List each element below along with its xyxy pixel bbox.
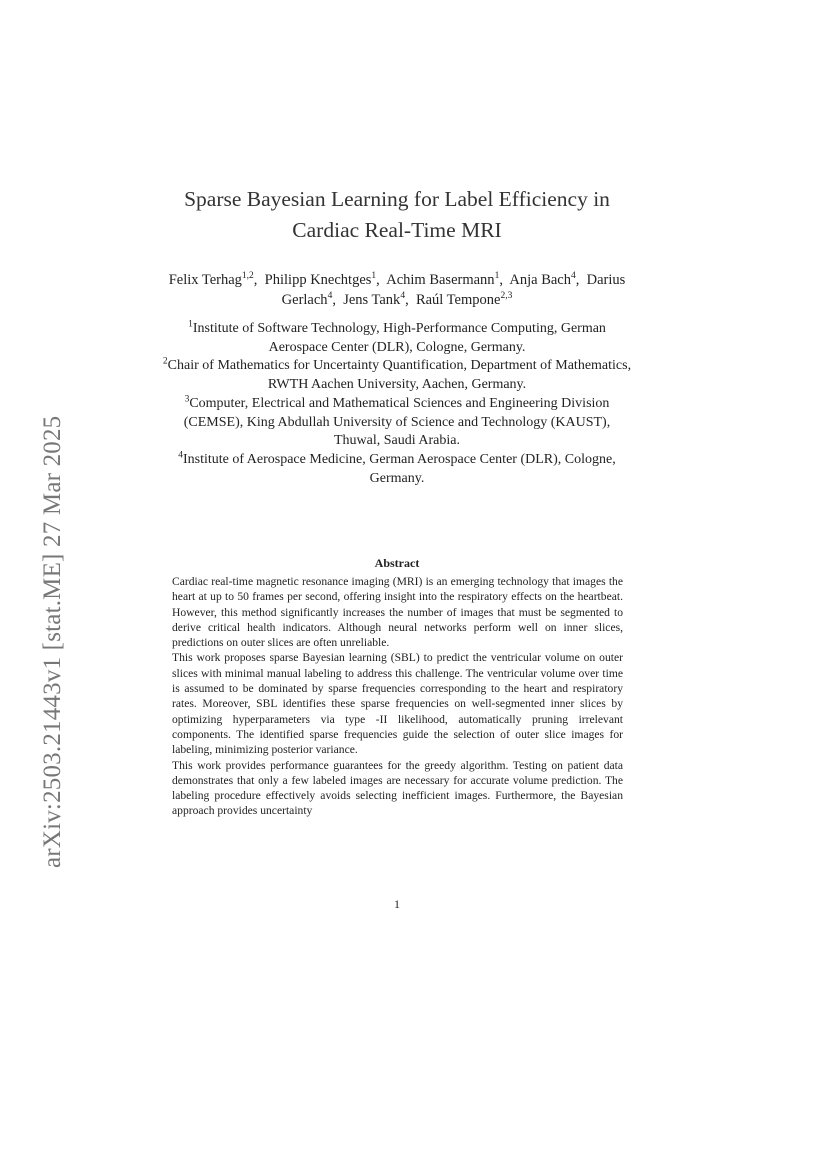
affiliation-number: 1 bbox=[188, 319, 193, 330]
author-affiliation-mark: 2,3 bbox=[500, 291, 513, 302]
affiliation-number: 2 bbox=[162, 356, 168, 367]
paper-title: Sparse Bayesian Learning for Label Efficiency in Cardiac Real-Time MRI bbox=[184, 187, 610, 242]
author-name: Jens Tank bbox=[343, 292, 401, 308]
page-number: 1 bbox=[394, 897, 400, 911]
affiliation-text: Institute of Software Technology, High-Performance Computing, German Aerospace Center (DLR), Cologne, Germany. bbox=[192, 321, 606, 355]
author-name: Philipp Knechtges bbox=[264, 272, 372, 288]
affiliation-item bbox=[160, 395, 634, 451]
author-name: Anja Bach bbox=[509, 272, 571, 288]
author-affiliation-mark: 4 bbox=[571, 271, 576, 282]
affiliation-item bbox=[160, 357, 634, 394]
affiliation-item bbox=[160, 320, 634, 357]
affiliation-text: Computer, Electrical and Mathematical Sciences and Engineering Division (CEMSE), King Abdullah University of Science and Technology (KAUST), Thuwal, Saudi Arabia. bbox=[183, 395, 611, 449]
arxiv-identifier: arXiv:2503.21443v1 [stat.ME] 27 Mar 2025 bbox=[39, 415, 66, 868]
abstract-heading: Abstract bbox=[374, 556, 420, 570]
author-name: Darius Gerlach bbox=[281, 272, 626, 308]
author-affiliation-mark: 4 bbox=[327, 291, 333, 302]
affiliation-number: 3 bbox=[184, 394, 190, 405]
author-name: Achim Basermann bbox=[386, 272, 495, 288]
author-list: Felix Terhag$^{1,2}$, Philipp Knechtges$^1$, Achim Basermann$^1$, Anja Bach$^4$, Darius Gerlach$^4$, Jens Tank$^4$, Raúl Tempone$^{2,3}$ bbox=[168, 271, 626, 308]
author-affiliation-mark: 1 bbox=[371, 271, 377, 282]
affiliation-list bbox=[160, 320, 634, 488]
affiliation-item bbox=[160, 451, 634, 488]
abstract-paragraph: Cardiac real-time magnetic resonance imaging (MRI) is an emerging technology that images the heart at up to 50 frames per second, offering insight into the respiratory effects on the heartbeat. However, this method significantly increases the number of images that must be segmented to derive critical health indicators. Although neural networks perform well on inner slices, predictions on outer slices are often unreliable. bbox=[172, 575, 623, 650]
abstract-body bbox=[172, 574, 623, 819]
affiliation-number: 4 bbox=[178, 450, 184, 461]
author-affiliation-mark: 1,2 bbox=[241, 271, 254, 282]
author-affiliation-mark: 1 bbox=[494, 271, 500, 282]
abstract-paragraph: This work provides performance guarantees for the greedy algorithm. Testing on patient data demonstrates that only a few labeled images are necessary for accurate volume prediction. The labeling procedure effectively avoids selecting inefficient images. Furthermore, the Bayesian approach provides uncertainty bbox=[172, 758, 623, 818]
affiliation-text: Institute of Aerospace Medicine, German Aerospace Center (DLR), Cologne, Germany. bbox=[183, 451, 616, 486]
author-name: Felix Terhag bbox=[168, 272, 242, 288]
author-affiliation-mark: 4 bbox=[400, 291, 406, 302]
abstract-paragraph: This work proposes sparse Bayesian learning (SBL) to predict the ventricular volume on outer slices with minimal manual labeling to address this challenge. The ventricular volume over time is assumed to be dominated by sparse frequencies corresponding to the heart and respiratory rates. Moreover, SBL identifies these sparse frequencies on well-segmented inner slices by optimizing hyperparameters via type -II likelihood, automatically pruning irrelevant components. The identified sparse frequencies guide the selection of outer slice images for labeling, minimizing posterior variance. bbox=[172, 651, 623, 757]
affiliation-text: Chair of Mathematics for Uncertainty Quantification, Department of Mathematics, RWTH Aachen University, Aachen, Germany. bbox=[167, 358, 632, 393]
author-name: Raúl Tempone bbox=[415, 292, 501, 308]
